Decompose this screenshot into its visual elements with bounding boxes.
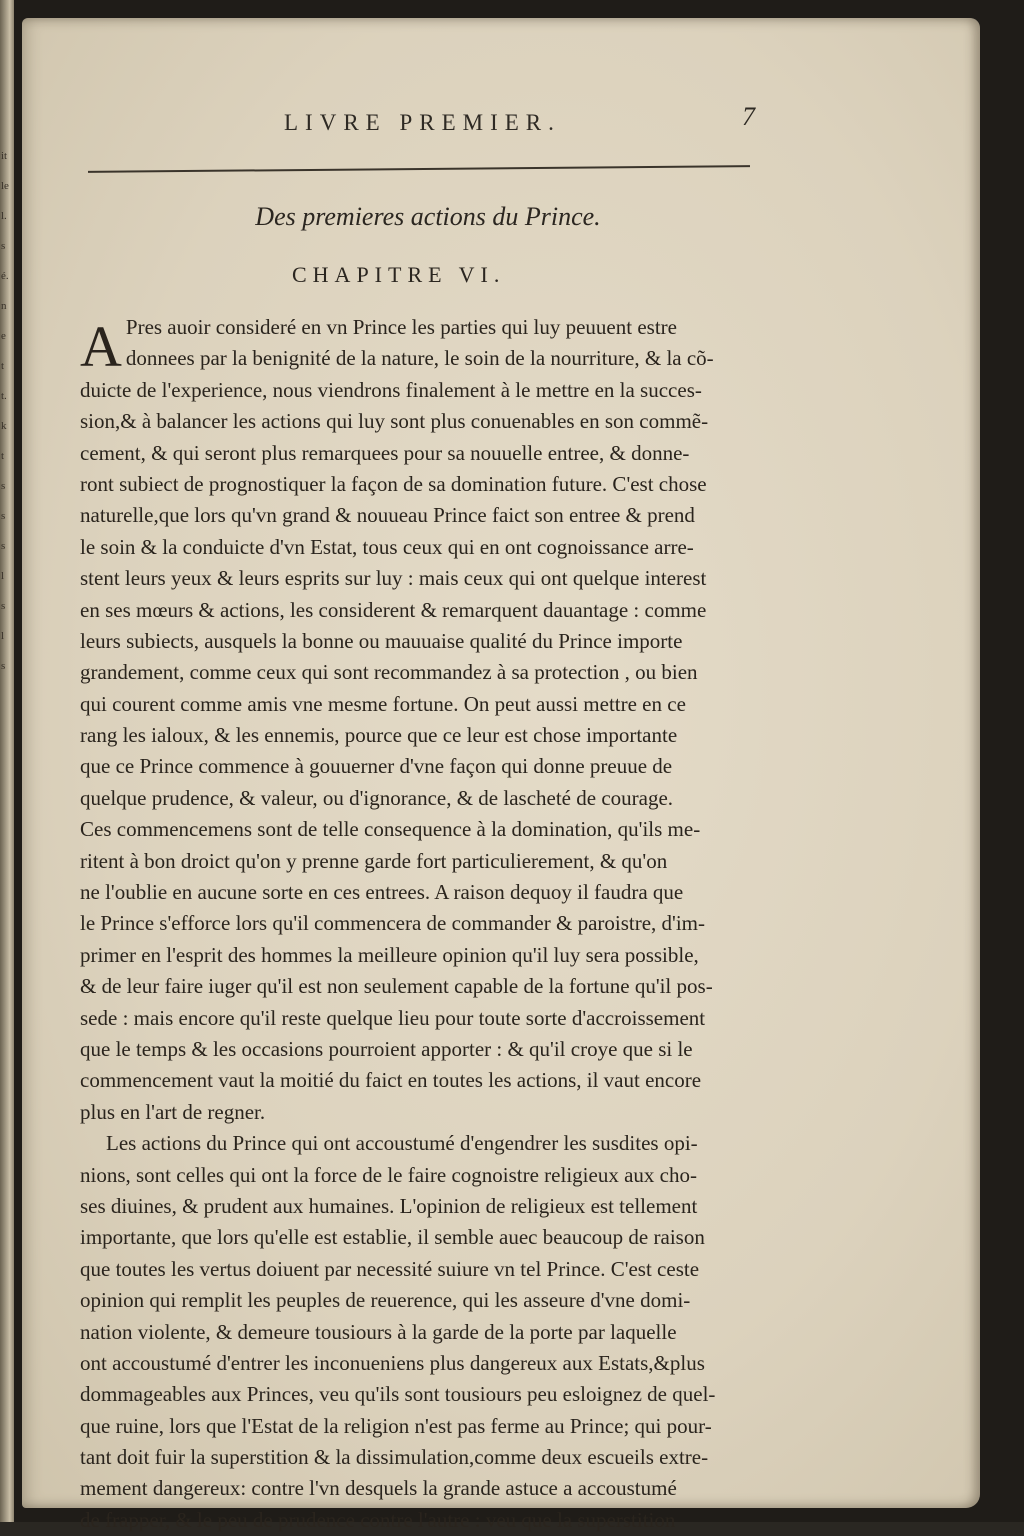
prev-page-fragment: e [1,330,6,342]
text-line: ont accoustumé d'entrer les inconueniens plus dangereux aux Estats,&plus [80,1350,705,1375]
text-line: que ce Prince commence à gouuerner d'vne façon qui donne preuue de [80,754,673,779]
text-line: grandement, comme ceux qui sont recommandez à sa protection , ou bien [80,660,698,685]
prev-page-fragment: s [1,600,6,612]
text-line: stent leurs yeux & leurs esprits sur luy : mais ceux qui ont quelque interest [80,566,707,591]
prev-page-fragment: l [1,630,5,642]
text-line: importante, que lors qu'elle est establie, il semble auec beaucoup de raison [80,1225,705,1250]
text-line: le soin & la conduicte d'vn Estat, tous ceux qui en ont cognoissance arre- [80,534,694,559]
text-line: ront subiect de prognostiquer la façon de sa domination future. C'est chose [80,471,707,496]
text-line: duicte de l'experience, nous viendrons finalement à le mettre en la succes- [80,377,702,402]
paragraph-2 [80,1128,780,1536]
text-line: Ces commencemens sont de telle consequence à la domination, qu'ils me- [80,817,701,842]
text-line: que toutes les vertus doiuent par necessité suiure vn tel Prince. C'est ceste [80,1256,700,1281]
text-line: commencement vaut la moitié du faict en toutes les actions, il vaut encore [80,1068,702,1093]
text-line: cement, & qui seront plus remarquees pour sa nouuelle entree, & donne- [80,440,690,465]
prev-page-fragment: t [1,450,5,462]
paragraph-1-lines [80,312,780,1128]
drop-cap: A [80,314,122,379]
prev-page-fragment: t. [1,390,7,402]
prev-page-fragment: s [1,240,6,252]
text-line: que le temps & les occasions pourroient apporter : & qu'il croye que si le [80,1036,693,1061]
prev-page-fragment: l. [1,210,7,222]
text-line: ses diuines, & prudent aux humaines. L'opinion de religieux est tellement [80,1193,698,1218]
running-head: LIVRE PREMIER. [284,110,561,135]
prev-page-fragment: it [1,150,8,162]
text-line: sion,& à balancer les actions qui luy sont plus conuenables en son commẽ- [80,409,709,434]
text-line: donnees par la benignité de la nature, le soin de la nourriture, & la cõ- [125,346,714,371]
prev-page-fragment: t [1,360,5,372]
chapter-heading: CHAPITRE VI. [292,262,506,287]
text-line: & de leur faire iuger qu'il est non seulement capable de la fortune qu'il pos- [80,974,713,999]
prev-page-fragment: s [1,660,6,672]
text-line: dommageables aux Princes, veu qu'ils sont tousiours peu esloignez de quel- [80,1382,716,1407]
text-line: quelque prudence, & valeur, ou d'ignorance, & de lascheté de courage. [80,785,674,810]
text-line: sede : mais encore qu'il reste quelque lieu pour toute sorte d'accroissement [80,1005,706,1030]
text-line: ne l'oublie en aucune sorte en ces entrees. A raison dequoy il faudra que [80,880,684,905]
body-text [80,312,780,1536]
head-rule [88,165,750,173]
prev-page-fragment: s [1,510,6,522]
text-line: rang les ialoux, & les ennemis, pource que ce leur est chose importante [80,723,678,748]
text-line: en ses mœurs & actions, les considerent & remarquent dauantage : comme [80,597,707,622]
previous-page-edge [0,0,14,1522]
text-line: ritent à bon droict qu'on y prenne garde fort particulierement, & qu'on [80,848,668,873]
prev-page-fragment: l [1,570,5,582]
prev-page-fragment: s [1,480,6,492]
text-line: le Prince s'efforce lors qu'il commencera de commander & paroistre, d'im- [80,911,705,936]
prev-page-fragment: le [1,180,9,192]
prev-page-fragment: k [1,420,7,432]
chapter-title: Des premieres actions du Prince. [255,202,601,231]
text-line: naturelle,que lors qu'vn grand & nouueau Prince faict son entree & prend [80,503,695,528]
page-number: 7 [742,102,755,131]
prev-page-fragment: n [1,300,7,312]
text-line: plus en l'art de regner. [80,1099,266,1124]
text-line: nation violente, & demeure tousiours à la garde de la porte par laquelle [80,1319,677,1344]
text-line: que ruine, lors que l'Estat de la religion n'est pas ferme au Prince; qui pour- [80,1413,712,1438]
text-line: primer en l'esprit des hommes la meilleure opinion qu'il luy sera possible, [80,942,699,967]
text-line: opinion qui remplit les peuples de reuerence, qui les asseure d'vne domi- [80,1288,691,1313]
text-line: Les actions du Prince qui ont accoustumé d'engendrer les susdites opi- [106,1131,698,1156]
prev-page-fragment: s [1,540,6,552]
paragraph-1 [80,312,780,1128]
book-page [22,18,980,1532]
text-line: tant doit fuir la superstition & la dissimulation,comme deux escueils extre- [80,1445,709,1470]
text-line: qui courent comme amis vne mesme fortune. On peut aussi mettre en ce [80,691,686,716]
text-line: mement dangereux: contre l'vn desquels la grande astuce a accoustumé [80,1476,677,1501]
text-line: de frapper, & le peu de prudence contre l'autre : veu que la superstition [80,1507,676,1532]
text-line: nions, sont celles qui ont la force de le faire cognoistre religieux aux cho- [80,1162,697,1187]
text-line: Pres auoir consideré en vn Prince les parties qui luy peuuent estre [125,315,677,339]
prev-page-fragment: é. [1,270,9,282]
text-line: leurs subiects, ausquels la bonne ou mauuaise qualité du Prince importe [80,628,683,653]
